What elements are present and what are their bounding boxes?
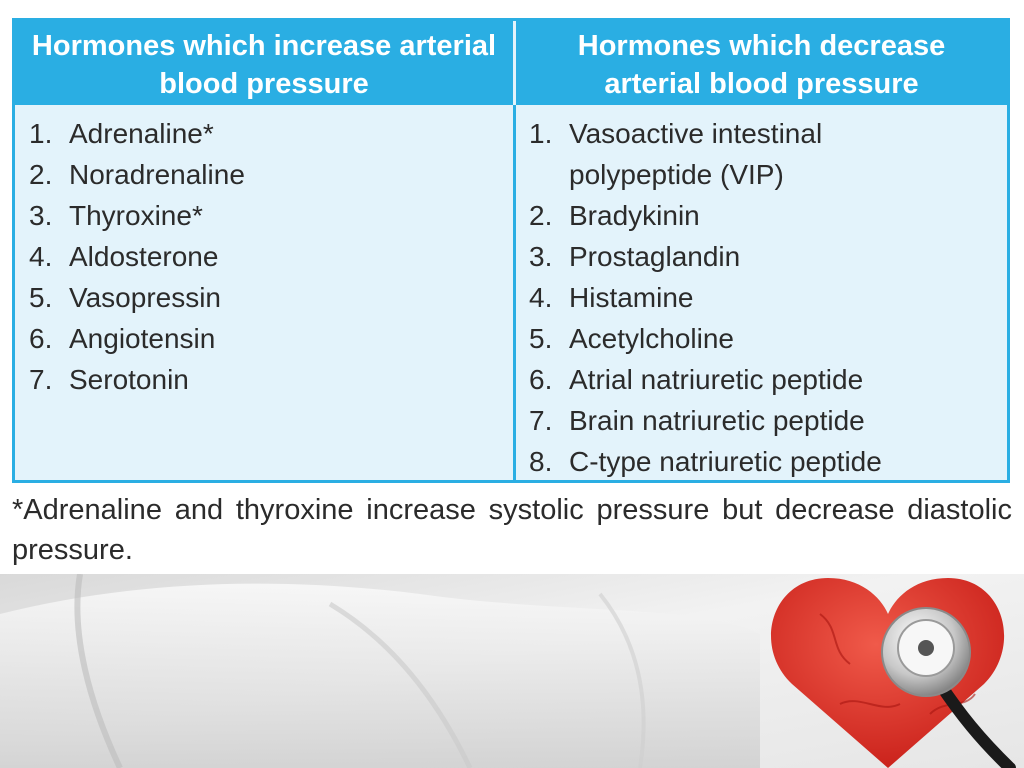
header-increase-pressure: Hormones which increase arterial blood pressure	[31, 30, 497, 100]
increase-hormone-item-text: Serotonin	[69, 364, 189, 395]
increase-hormone-item-number: 3.	[29, 200, 53, 231]
decrease-hormone-item-number: 2.	[529, 200, 553, 231]
increase-hormone-item-text: Noradrenaline	[69, 159, 245, 190]
illustration-photo	[0, 574, 1024, 768]
decrease-hormone-item-number: 6.	[529, 364, 553, 395]
decrease-hormone-item	[529, 277, 1007, 318]
decrease-hormone-item-text: Prostaglandin	[569, 241, 741, 272]
increase-hormone-item	[29, 359, 499, 400]
decrease-hormone-item-text: Atrial natriuretic peptide	[569, 364, 864, 395]
increase-hormone-item	[29, 113, 499, 154]
decrease-hormone-item-text: Vasoactive intestinal polypeptide (VIP)	[569, 118, 823, 190]
increase-hormone-item	[29, 195, 499, 236]
decrease-hormone-item	[529, 113, 1007, 195]
decrease-hormone-item-text: Acetylcholine	[569, 323, 734, 354]
increase-hormone-item-number: 4.	[29, 241, 53, 272]
increase-hormone-item-text: Aldosterone	[69, 241, 219, 272]
decrease-hormone-item	[529, 441, 1007, 482]
footnote: *Adrenaline and thyroxine increase systolic pressure but decrease diastolic pressure.	[12, 494, 1012, 566]
table-header-row	[15, 21, 1007, 105]
increase-hormone-item	[29, 154, 499, 195]
increase-pressure-list	[29, 113, 499, 400]
decrease-hormone-item	[529, 318, 1007, 359]
increase-hormone-item-number: 1.	[29, 118, 53, 149]
increase-hormone-item-text: Angiotensin	[69, 323, 216, 354]
decrease-hormone-item-text: C-type natriuretic peptide	[569, 446, 882, 477]
decrease-hormone-item-text: Brain natriuretic peptide	[569, 405, 865, 436]
increase-hormone-item-number: 6.	[29, 323, 53, 354]
decrease-hormone-item-text: Bradykinin	[569, 200, 700, 231]
increase-hormone-item	[29, 236, 499, 277]
increase-hormone-item-text: Thyroxine*	[69, 200, 203, 231]
decrease-pressure-list	[529, 113, 1007, 482]
increase-hormone-item-number: 2.	[29, 159, 53, 190]
decrease-hormone-item-number: 4.	[529, 282, 553, 313]
header-divider	[513, 21, 516, 105]
decrease-hormone-item	[529, 400, 1007, 441]
decrease-hormone-item	[529, 359, 1007, 400]
increase-hormone-item-number: 7.	[29, 364, 53, 395]
decrease-hormone-item-text: Histamine	[569, 282, 694, 313]
hormone-table	[12, 18, 1010, 483]
decrease-hormone-item	[529, 195, 1007, 236]
header-decrease-pressure: Hormones which decrease arterial blood pressure	[577, 30, 946, 100]
decrease-hormone-item	[529, 236, 1007, 277]
increase-hormone-item-text: Adrenaline*	[69, 118, 214, 149]
decrease-hormone-item-number: 7.	[529, 405, 553, 436]
increase-hormone-item	[29, 277, 499, 318]
increase-hormone-item-number: 5.	[29, 282, 53, 313]
decrease-hormone-item-number: 8.	[529, 446, 553, 477]
increase-hormone-item-text: Vasopressin	[69, 282, 222, 313]
decrease-hormone-item-number: 1.	[529, 118, 553, 149]
decrease-hormone-item-number: 5.	[529, 323, 553, 354]
increase-hormone-item	[29, 318, 499, 359]
decrease-hormone-item-number: 3.	[529, 241, 553, 272]
illustration-svg	[0, 574, 1024, 768]
